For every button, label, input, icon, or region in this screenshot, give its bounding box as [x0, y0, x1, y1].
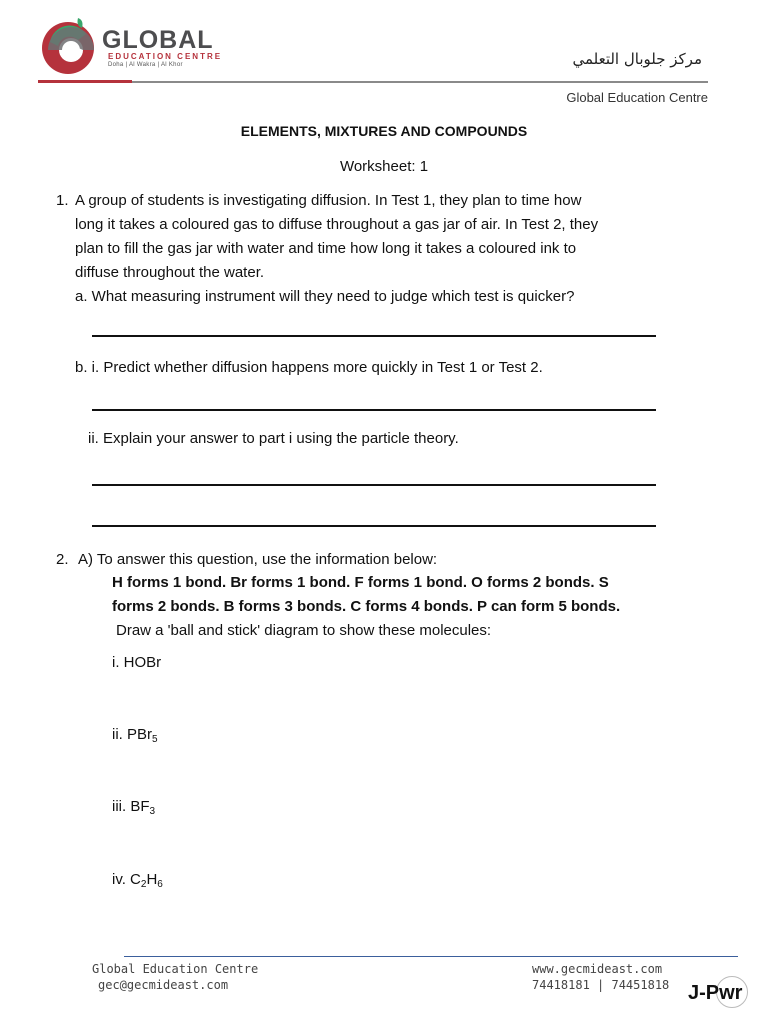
q2-instruction: Draw a 'ball and stick' diagram to show these molecules: [116, 622, 492, 639]
arabic-brand-name: مركز جلوبال التعلمي [572, 50, 702, 68]
footer-rule [124, 956, 738, 957]
footer-phone: 74418181 | 74451818 [532, 978, 670, 992]
molecule-c2h6: iv. $C_2H_6$ [112, 871, 163, 890]
answer-line-b-ii-2[interactable] [92, 525, 656, 527]
answer-line-b-ii-1[interactable] [92, 484, 656, 486]
page-title: ELEMENTS, MIXTURES AND COMPOUNDS [240, 123, 528, 139]
q2-bond-info-2: forms 2 bonds. B forms 3 bonds. C forms 4 bonds. P can form 5 bonds. [112, 598, 621, 615]
q1-part-b-i: b. i. Predict whether diffusion happens more quickly in Test 1 or Test 2. [75, 359, 543, 376]
logo-locations: Doha | Al Wakra | Al Khor [108, 62, 183, 68]
q1-number: 1. [56, 192, 69, 209]
answer-line-a[interactable] [92, 335, 656, 337]
q2-number: 2. [56, 551, 69, 568]
q1-part-b-ii: ii. Explain your answer to part i using the particle theory. [88, 430, 459, 447]
q1-line-2: long it takes a coloured gas to diffuse throughout a gas jar of air. In Test 2, they [75, 216, 599, 233]
logo-subtitle: EDUCATION CENTRE [108, 52, 223, 61]
q2-bond-info-1: H forms 1 bond. Br forms 1 bond. F forms 1 bond. O forms 2 bonds. S [112, 574, 609, 591]
worksheet-number: Worksheet: 1 [339, 158, 429, 175]
answer-line-b-i[interactable] [92, 409, 656, 411]
molecule-bf3: iii. $BF_3$ [112, 798, 156, 817]
logo-wordmark: GLOBAL [102, 26, 214, 54]
molecule-pbr5: ii. PBr$_5$ [112, 726, 158, 745]
logo-apple-icon [38, 12, 102, 76]
molecule-hobr: i. HOBr [112, 654, 162, 671]
footer-name: Global Education Centre [92, 962, 259, 976]
header-rule [132, 81, 708, 83]
footer-website[interactable]: www.gecmideast.com [532, 962, 663, 976]
q1-line-1: A group of students is investigating diffusion. In Test 1, they plan to time how [75, 192, 582, 209]
brand-name: Global Education Centre [566, 90, 708, 105]
q1-part-a: a. What measuring instrument will they need to judge which test is quicker? [75, 288, 575, 305]
footer-email[interactable]: gec@gecmideast.com [98, 978, 229, 992]
header-rule-accent [38, 80, 132, 83]
q1-line-4: diffuse throughout the water. [75, 264, 265, 281]
q2-intro: A) To answer this question, use the information below: [78, 551, 438, 568]
watermark: J-Pwr [688, 982, 743, 1004]
q1-line-3: plan to fill the gas jar with water and time how long it takes a coloured ink to [75, 240, 577, 257]
